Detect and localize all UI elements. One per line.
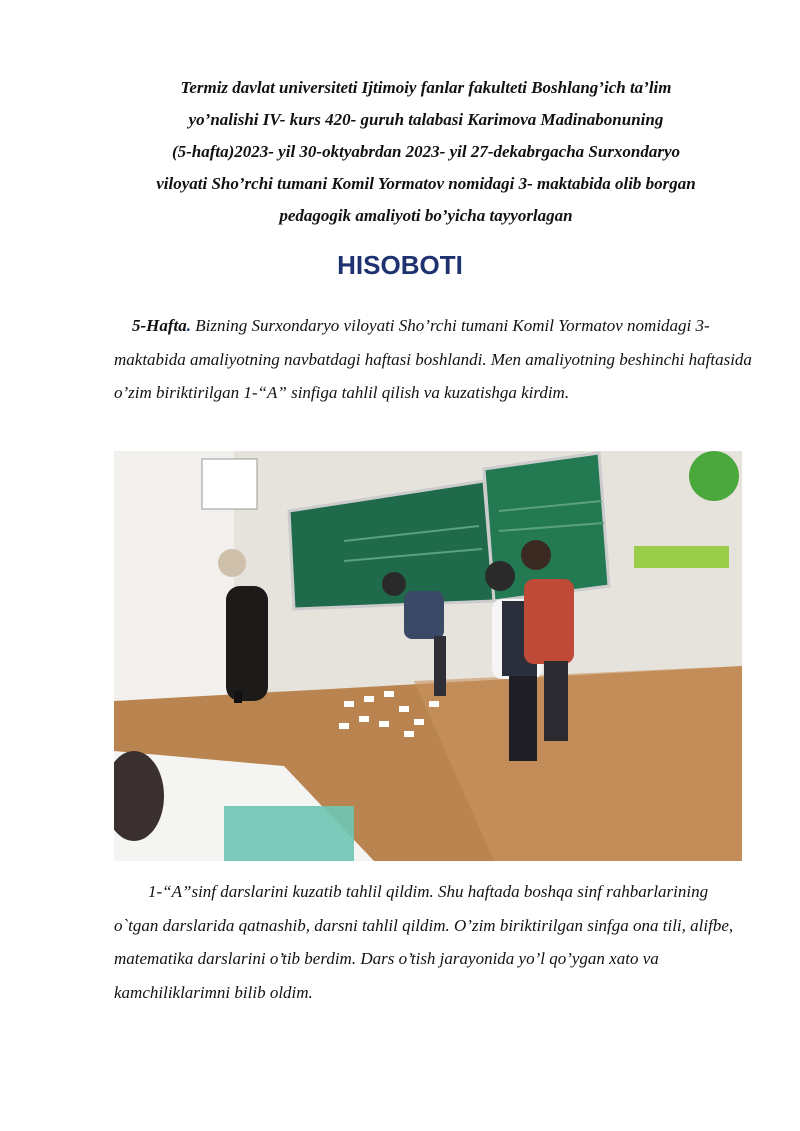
week-label: 5-Hafta (132, 316, 187, 335)
header-line: (5-hafta)2023- yil 30-oktyabrdan 2023- yil 27-dekabrgacha Surxondaryo (171, 142, 681, 161)
header-line: yo’nalishi IV- kurs 420- guruh talabasi Karimova Madinabonuning (188, 110, 664, 129)
classroom-photo-illustration (114, 451, 742, 861)
paragraph-text: Bizning Surxondaryo viloyati Sho’rchi tumani Komil Yormatov nomidagi 3-maktabida amaliyotning navbatdagi haftasi boshlandi. Men amaliyotning beshinchi haftasida o’zim biriktirilgan 1-“A” sinfiga tahlil qilish va kuzatishga kirdim. (114, 316, 752, 402)
report-title: HISOBOTI (337, 250, 463, 280)
header-line: viloyati Sho’rchi tumani Komil Yormatov nomidagi 3- maktabida olib borgan (156, 174, 696, 193)
week-label-dot: . (186, 316, 192, 335)
paragraph-week-intro (114, 309, 754, 410)
paragraph-observation: 1-“A”sinf darslarini kuzatib tahlil qildim. Shu haftada boshqa sinf rahbarlarining o`tgan darslarida qatnashib, darsni tahlil qildim. O’zim biriktirilgan sinfga ona tili, alifbe, matematika darslarini o’tib berdim. Dars o’tish jarayonida yo’l qo’ygan xato va kamchiliklarimni bilib oldim. (114, 882, 734, 1002)
report-header (100, 72, 752, 232)
header-line: pedagogik amaliyoti bo’yicha tayyorlagan (279, 206, 573, 225)
classroom-photo (114, 451, 742, 861)
header-line: Termiz davlat universiteti Ijtimoiy fanlar fakulteti Boshlang’ich ta’lim (180, 78, 672, 97)
